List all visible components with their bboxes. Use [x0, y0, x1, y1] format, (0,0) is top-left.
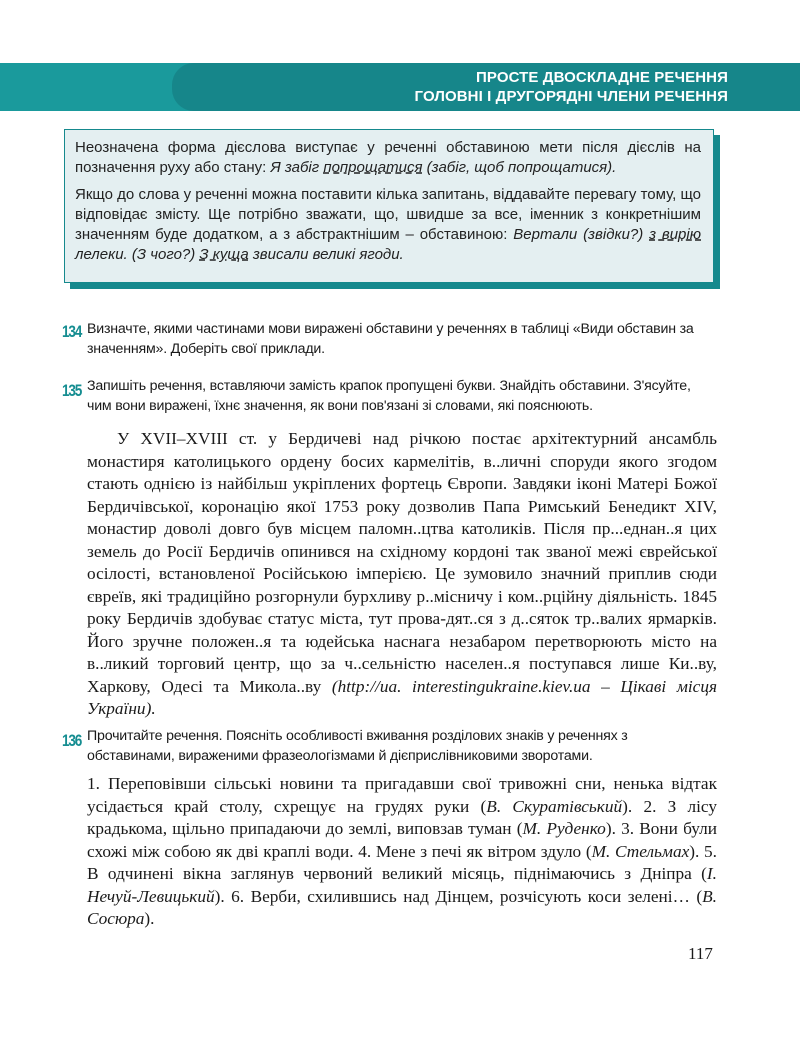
author: М. Стельмах: [591, 841, 690, 861]
rule-paragraph-1: [75, 138, 701, 178]
author: І. Нечуй-Левицький: [87, 864, 717, 906]
exercise-136-task: Прочитайте речення. Поясніть особливості вживання розділових знаків у реченнях з обставинами, вираженими фразеологізмами й дієприслівниковими зворотами.: [87, 728, 628, 764]
rule-text: Якщо до слова у реченні можна поставити кілька запитань, віддавайте перевагу тому, що відповідає змісту. Ще потрібно зважати, що, швидше за все, іменник з конкретнішим значенням буде додатком, а з абстрактнішим – обставиною:: [75, 186, 701, 243]
underlined-circumstance: З куща: [199, 246, 249, 263]
source-citation: (http://ua. interestingukraine.kiev.ua – Цікаві місця України).: [87, 676, 717, 718]
example-part: (забіг, щоб попрощатися).: [422, 159, 617, 176]
author: В. Сосюра: [87, 886, 717, 928]
page-number: 117: [688, 944, 713, 963]
underlined-circumstance: з вирію: [649, 226, 701, 243]
sentence-text: ). 2. З лісу крадькома, щільно припадаючи до землі, виповзав туман (: [87, 796, 717, 838]
exercise-number-134: 134: [62, 322, 82, 341]
sentence-text: ). 6. Верби, схилившись над Дінцем, розчісують коси зелені… (: [214, 886, 703, 906]
author: М. Руденко: [522, 819, 606, 838]
header-line-1: ПРОСТЕ ДВОСКЛАДНЕ РЕЧЕННЯ: [476, 69, 728, 86]
author: В. Скуратівський: [486, 796, 623, 816]
sentence-text: ). 3. Вони були схожі між собою як дві краплі води. 4. Мене з печі як вітром здуло (: [87, 819, 717, 861]
exercise-136-sentences: [87, 773, 717, 931]
example-part: Я забіг: [270, 159, 324, 176]
underlined-circumstance: попрощатися: [323, 159, 423, 176]
exercise-135-paragraph: [87, 428, 717, 721]
sentence-text: 1. Переповівши сільські новини та пригадавши свої тривожні сни, ненька відтак усідається край столу, схрещує на грудях руки (: [87, 774, 717, 816]
header-line-2: ГОЛОВНІ І ДРУГОРЯДНІ ЧЛЕНИ РЕЧЕННЯ: [414, 88, 728, 105]
exercise-134-task: Визначте, якими частинами мови виражені обставини у реченнях в таблиці «Види обставин за значенням». Доберіть свої приклади.: [87, 321, 694, 357]
example-part: звисали великі ягоди.: [248, 246, 404, 263]
rule-box: [64, 129, 714, 283]
sentence-text: ).: [144, 909, 155, 928]
example-part: лелеки. (З чого?): [75, 246, 200, 263]
paragraph-body: У XVII–XVIII ст. у Бердичеві над річкою постає архітектурний ансамбль монастиря католицького ордену босих кармелітів, в..личні споруди якого згодом стають однією із найбільш укріплених фортець Європи. Завдяки іконі Матері Божої Бердичівської, коронацію якої 1753 року дозволив Папа Римський Бенедикт XIV, монастир доволі довго був місцем паломн..цтва католиків. Після пр...еднан..я цих земель до Росії Бердичів опинився на східному кордоні так званої межі єврейської осілості, встановленої Російською імперією. Це зумовило значний приплив сюди євреїв, які традиційно розгорнули бурхливу р..місничу і ком..рційну діяльність. 1845 року Бердичів здобуває статус міста, тут прова-дят..ся з д..сяток тр..валих ярмарків. Його зручне положен..я та юдейська наснага незабаром перетворюють місто на в..ликий торговий центр, що за ч..сельністю населен..я поступався лише Ки..ву, Харкову, Одесі та Микола..ву: [87, 429, 717, 696]
exercise-number-135: 135: [62, 381, 82, 400]
exercise-number-136: 136: [62, 731, 82, 750]
running-header: [415, 68, 728, 106]
exercise-135-text: [87, 428, 717, 721]
sentence-text: ). 5. В одчинені вікна заглянув червоний великий місяць, піднімаючись з Дніпра (: [87, 841, 717, 883]
rule-text: Неозначена форма дієслова виступає у реченні обставиною мети після дієслів на позначення руху або стану:: [75, 139, 701, 176]
exercise-135-task: Запишіть речення, вставляючи замість крапок пропущені букви. Знайдіть обставини. З'ясуйте, чим вони виражені, їхнє значення, як вони пов'язані зі словами, які пояснюють.: [87, 378, 691, 414]
rule-example-1: [270, 159, 616, 176]
sentences-paragraph: [87, 773, 717, 931]
example-part: Вертали (звідки?): [513, 226, 650, 243]
rule-paragraph-2: [75, 185, 701, 265]
